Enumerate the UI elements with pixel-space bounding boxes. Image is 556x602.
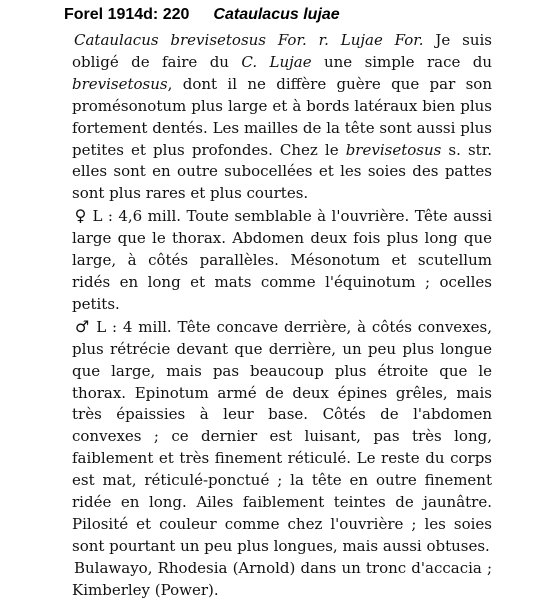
- female-symbol-icon: ♀: [74, 206, 88, 226]
- paragraph-text: L : 4 mill. Tête concave derrière, à côtés convexes, plus rétrécie devant que derrière, un peu plus longue que large, mais pas beaucoup plus étroite que le thorax. Epinotum armé de deux épines grêles, mais très épaissies à leur base. Côtés de l'abdomen convexes ; ce dernier est luisant, pas très long, faiblement et très finement réticulé. Le reste du corps est mat, réticulé-ponctué ; la tête en outre finement ridée en long. Ailes faiblement teintes de jaunâtre. Pilosité et couleur comme chez l'ouvrière ; les soies sont pourtant un peu plus longues, mais aussi obtuses.: [72, 317, 492, 555]
- paragraph-description: [72, 30, 492, 205]
- scanned-text-block: [72, 30, 492, 602]
- paragraph-female: [72, 205, 492, 316]
- paragraph-text: Bulawayo, Rhodesia (Arnold) dans un tronc d'accacia ; Kimberley (Power).: [72, 558, 492, 599]
- taxon-name: Cataulacus lujae: [213, 6, 340, 23]
- male-symbol-icon: ♂: [74, 316, 91, 336]
- paragraph-text: L : 4,6 mill. Toute semblable à l'ouvrière. Tête aussi large que le thorax. Abdomen deux fois plus long que large, à côtés parallèles. Mésonotum et scutellum ridés en long et mats comme l'équinotum ; ocelles petits.: [72, 207, 492, 313]
- paragraph-text: s. str. elles sont en outre subocellées et les soies des pattes sont plus rares et plus courtes.: [72, 140, 492, 203]
- paragraph-male: [72, 316, 492, 558]
- italic-taxon: brevisetosus: [72, 74, 168, 93]
- taxon-heading: Cataulacus brevisetosus For. r. Lujae For.: [74, 31, 424, 49]
- page-header: [64, 6, 340, 24]
- paragraph-text: , dont il ne diffère guère que par son promésonotum plus large et à bords latéraux bien plus fortement dentés. Les mailles de la tête sont aussi plus petites et plus profondes. Chez le: [72, 74, 492, 159]
- paragraph-text: Je suis obligé de faire du: [72, 31, 493, 71]
- italic-taxon: brevisetosus: [345, 140, 442, 159]
- paragraph-text: une simple race du: [311, 52, 492, 71]
- citation-reference: Forel 1914d: 220: [64, 6, 190, 23]
- italic-taxon: C. Lujae: [241, 52, 312, 71]
